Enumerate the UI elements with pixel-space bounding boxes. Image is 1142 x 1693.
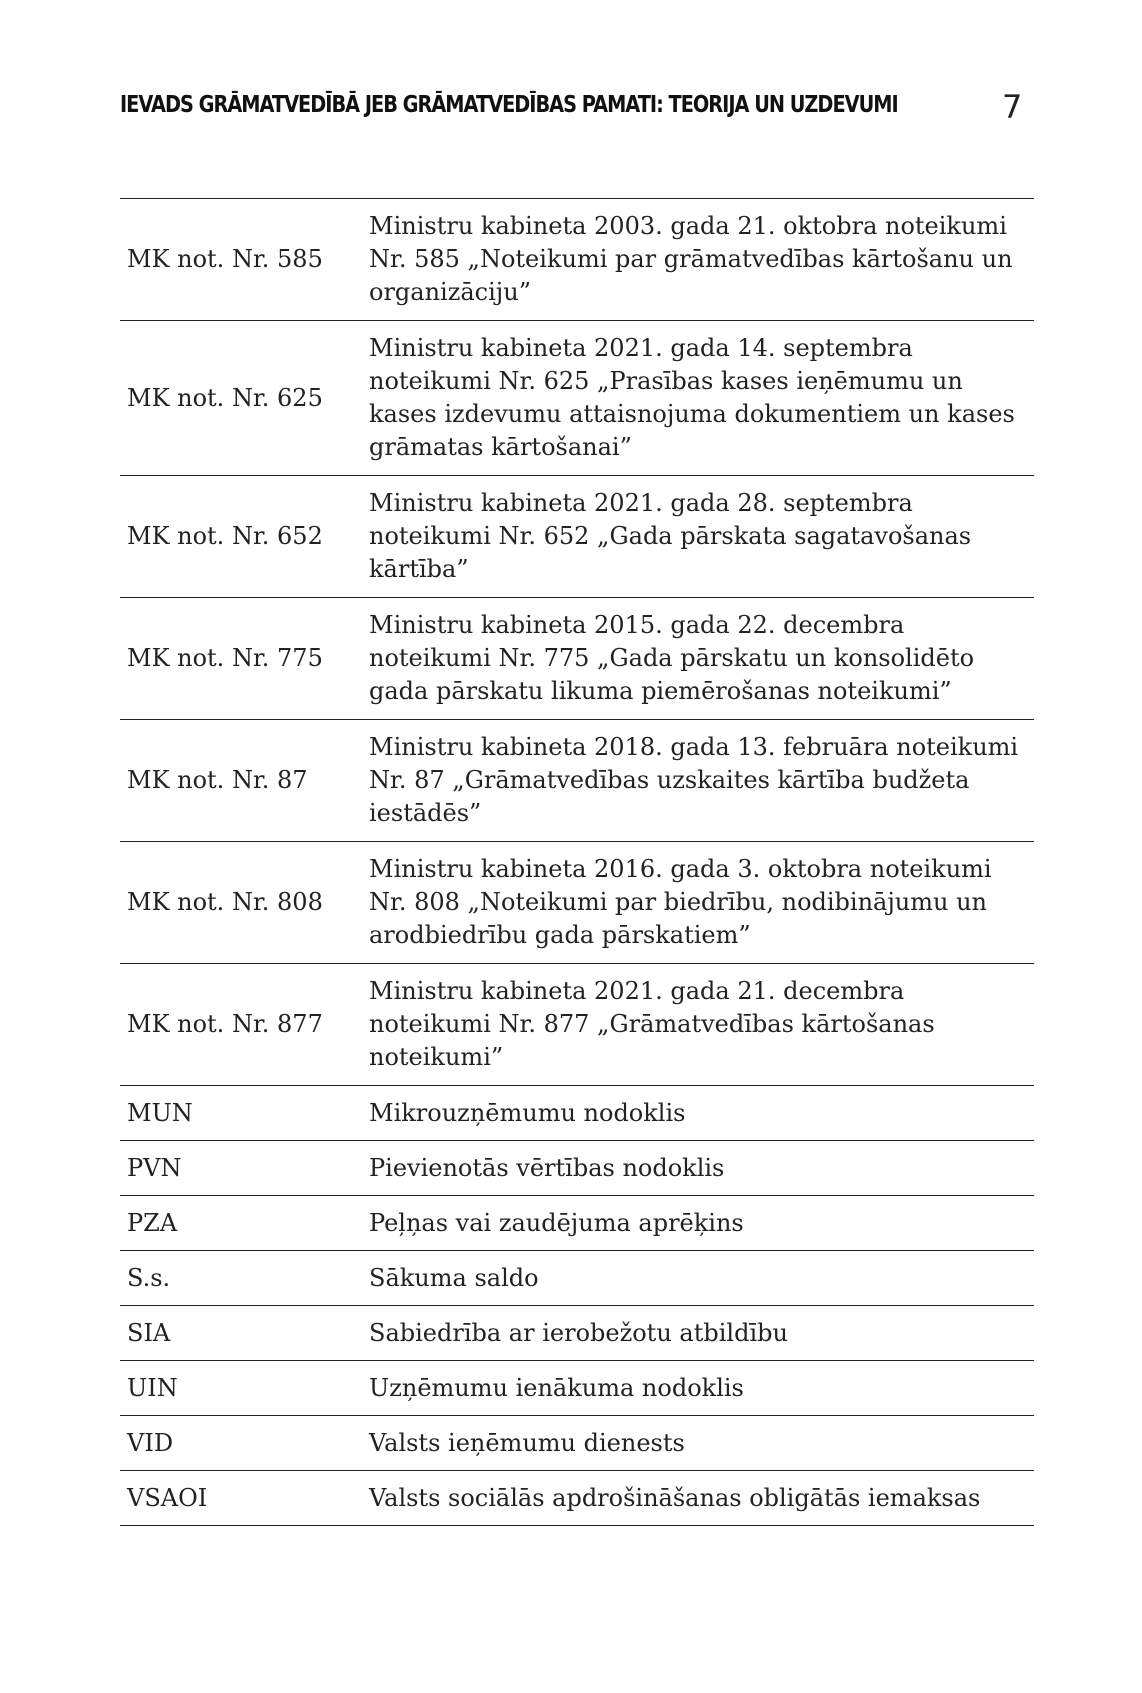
page-number: 7 xyxy=(1002,88,1023,126)
meaning-cell: Valsts ieņēmumu dienests xyxy=(363,1416,1034,1471)
meaning-cell: Valsts sociālās apdrošināšanas obligātās iemaksas xyxy=(363,1471,1034,1526)
meaning-cell: Sabiedrība ar ierobežotu atbildību xyxy=(363,1306,1034,1361)
abbreviation-cell: PVN xyxy=(120,1141,363,1196)
abbreviations-table xyxy=(120,198,1034,1526)
running-title: IEVADS GRĀMATVEDĪBĀ JEB GRĀMATVEDĪBAS PAMATI: TEORIJA UN UZDEVUMI xyxy=(120,92,898,118)
abbreviation-cell: S.s. xyxy=(120,1251,363,1306)
abbreviation-cell: MK not. Nr. 775 xyxy=(120,598,363,720)
meaning-cell: Ministru kabineta 2021. gada 28. septembra noteikumi Nr. 652 „Gada pārskata sagatavošanas kārtība” xyxy=(363,476,1034,598)
abbreviation-cell: MUN xyxy=(120,1086,363,1141)
meaning-cell: Ministru kabineta 2015. gada 22. decembra noteikumi Nr. 775 „Gada pārskatu un konsolidēto gada pārskatu likuma piemērošanas noteikumi” xyxy=(363,598,1034,720)
meaning-cell: Mikrouzņēmumu nodoklis xyxy=(363,1086,1034,1141)
table-row xyxy=(120,199,1034,321)
meaning-cell: Ministru kabineta 2021. gada 21. decembra noteikumi Nr. 877 „Grāmatvedības kārtošanas noteikumi” xyxy=(363,964,1034,1086)
abbreviation-cell: PZA xyxy=(120,1196,363,1251)
table-row xyxy=(120,1416,1034,1471)
meaning-cell: Ministru kabineta 2003. gada 21. oktobra noteikumi Nr. 585 „Noteikumi par grāmatvedības kārtošanu un organizāciju” xyxy=(363,199,1034,321)
table-row xyxy=(120,1306,1034,1361)
table-row xyxy=(120,1086,1034,1141)
table-row xyxy=(120,1196,1034,1251)
abbreviation-cell: VID xyxy=(120,1416,363,1471)
abbreviation-cell: MK not. Nr. 808 xyxy=(120,842,363,964)
abbreviation-cell: SIA xyxy=(120,1306,363,1361)
abbreviation-cell: MK not. Nr. 877 xyxy=(120,964,363,1086)
table-row xyxy=(120,1361,1034,1416)
meaning-cell: Uzņēmumu ienākuma nodoklis xyxy=(363,1361,1034,1416)
table-row xyxy=(120,1141,1034,1196)
meaning-cell: Ministru kabineta 2016. gada 3. oktobra noteikumi Nr. 808 „Noteikumi par biedrību, nodibinājumu un arodbiedrību gada pārskatiem” xyxy=(363,842,1034,964)
table-row xyxy=(120,321,1034,476)
abbreviation-cell: MK not. Nr. 585 xyxy=(120,199,363,321)
abbreviation-cell: MK not. Nr. 625 xyxy=(120,321,363,476)
abbreviation-cell: MK not. Nr. 652 xyxy=(120,476,363,598)
abbreviation-cell: MK not. Nr. 87 xyxy=(120,720,363,842)
table-row xyxy=(120,964,1034,1086)
table-row xyxy=(120,720,1034,842)
meaning-cell: Peļņas vai zaudējuma aprēķins xyxy=(363,1196,1034,1251)
table-row xyxy=(120,598,1034,720)
meaning-cell: Ministru kabineta 2021. gada 14. septembra noteikumi Nr. 625 „Prasības kases ieņēmumu un kases izdevumu attaisnojuma dokumentiem un kases grāmatas kārtošanai” xyxy=(363,321,1034,476)
table-row xyxy=(120,842,1034,964)
table-row xyxy=(120,476,1034,598)
meaning-cell: Ministru kabineta 2018. gada 13. februāra noteikumi Nr. 87 „Grāmatvedības uzskaites kārtība budžeta iestādēs” xyxy=(363,720,1034,842)
abbreviation-cell: UIN xyxy=(120,1361,363,1416)
abbreviation-cell: VSAOI xyxy=(120,1471,363,1526)
table-row xyxy=(120,1471,1034,1526)
meaning-cell: Pievienotās vērtības nodoklis xyxy=(363,1141,1034,1196)
meaning-cell: Sākuma saldo xyxy=(363,1251,1034,1306)
table-row xyxy=(120,1251,1034,1306)
